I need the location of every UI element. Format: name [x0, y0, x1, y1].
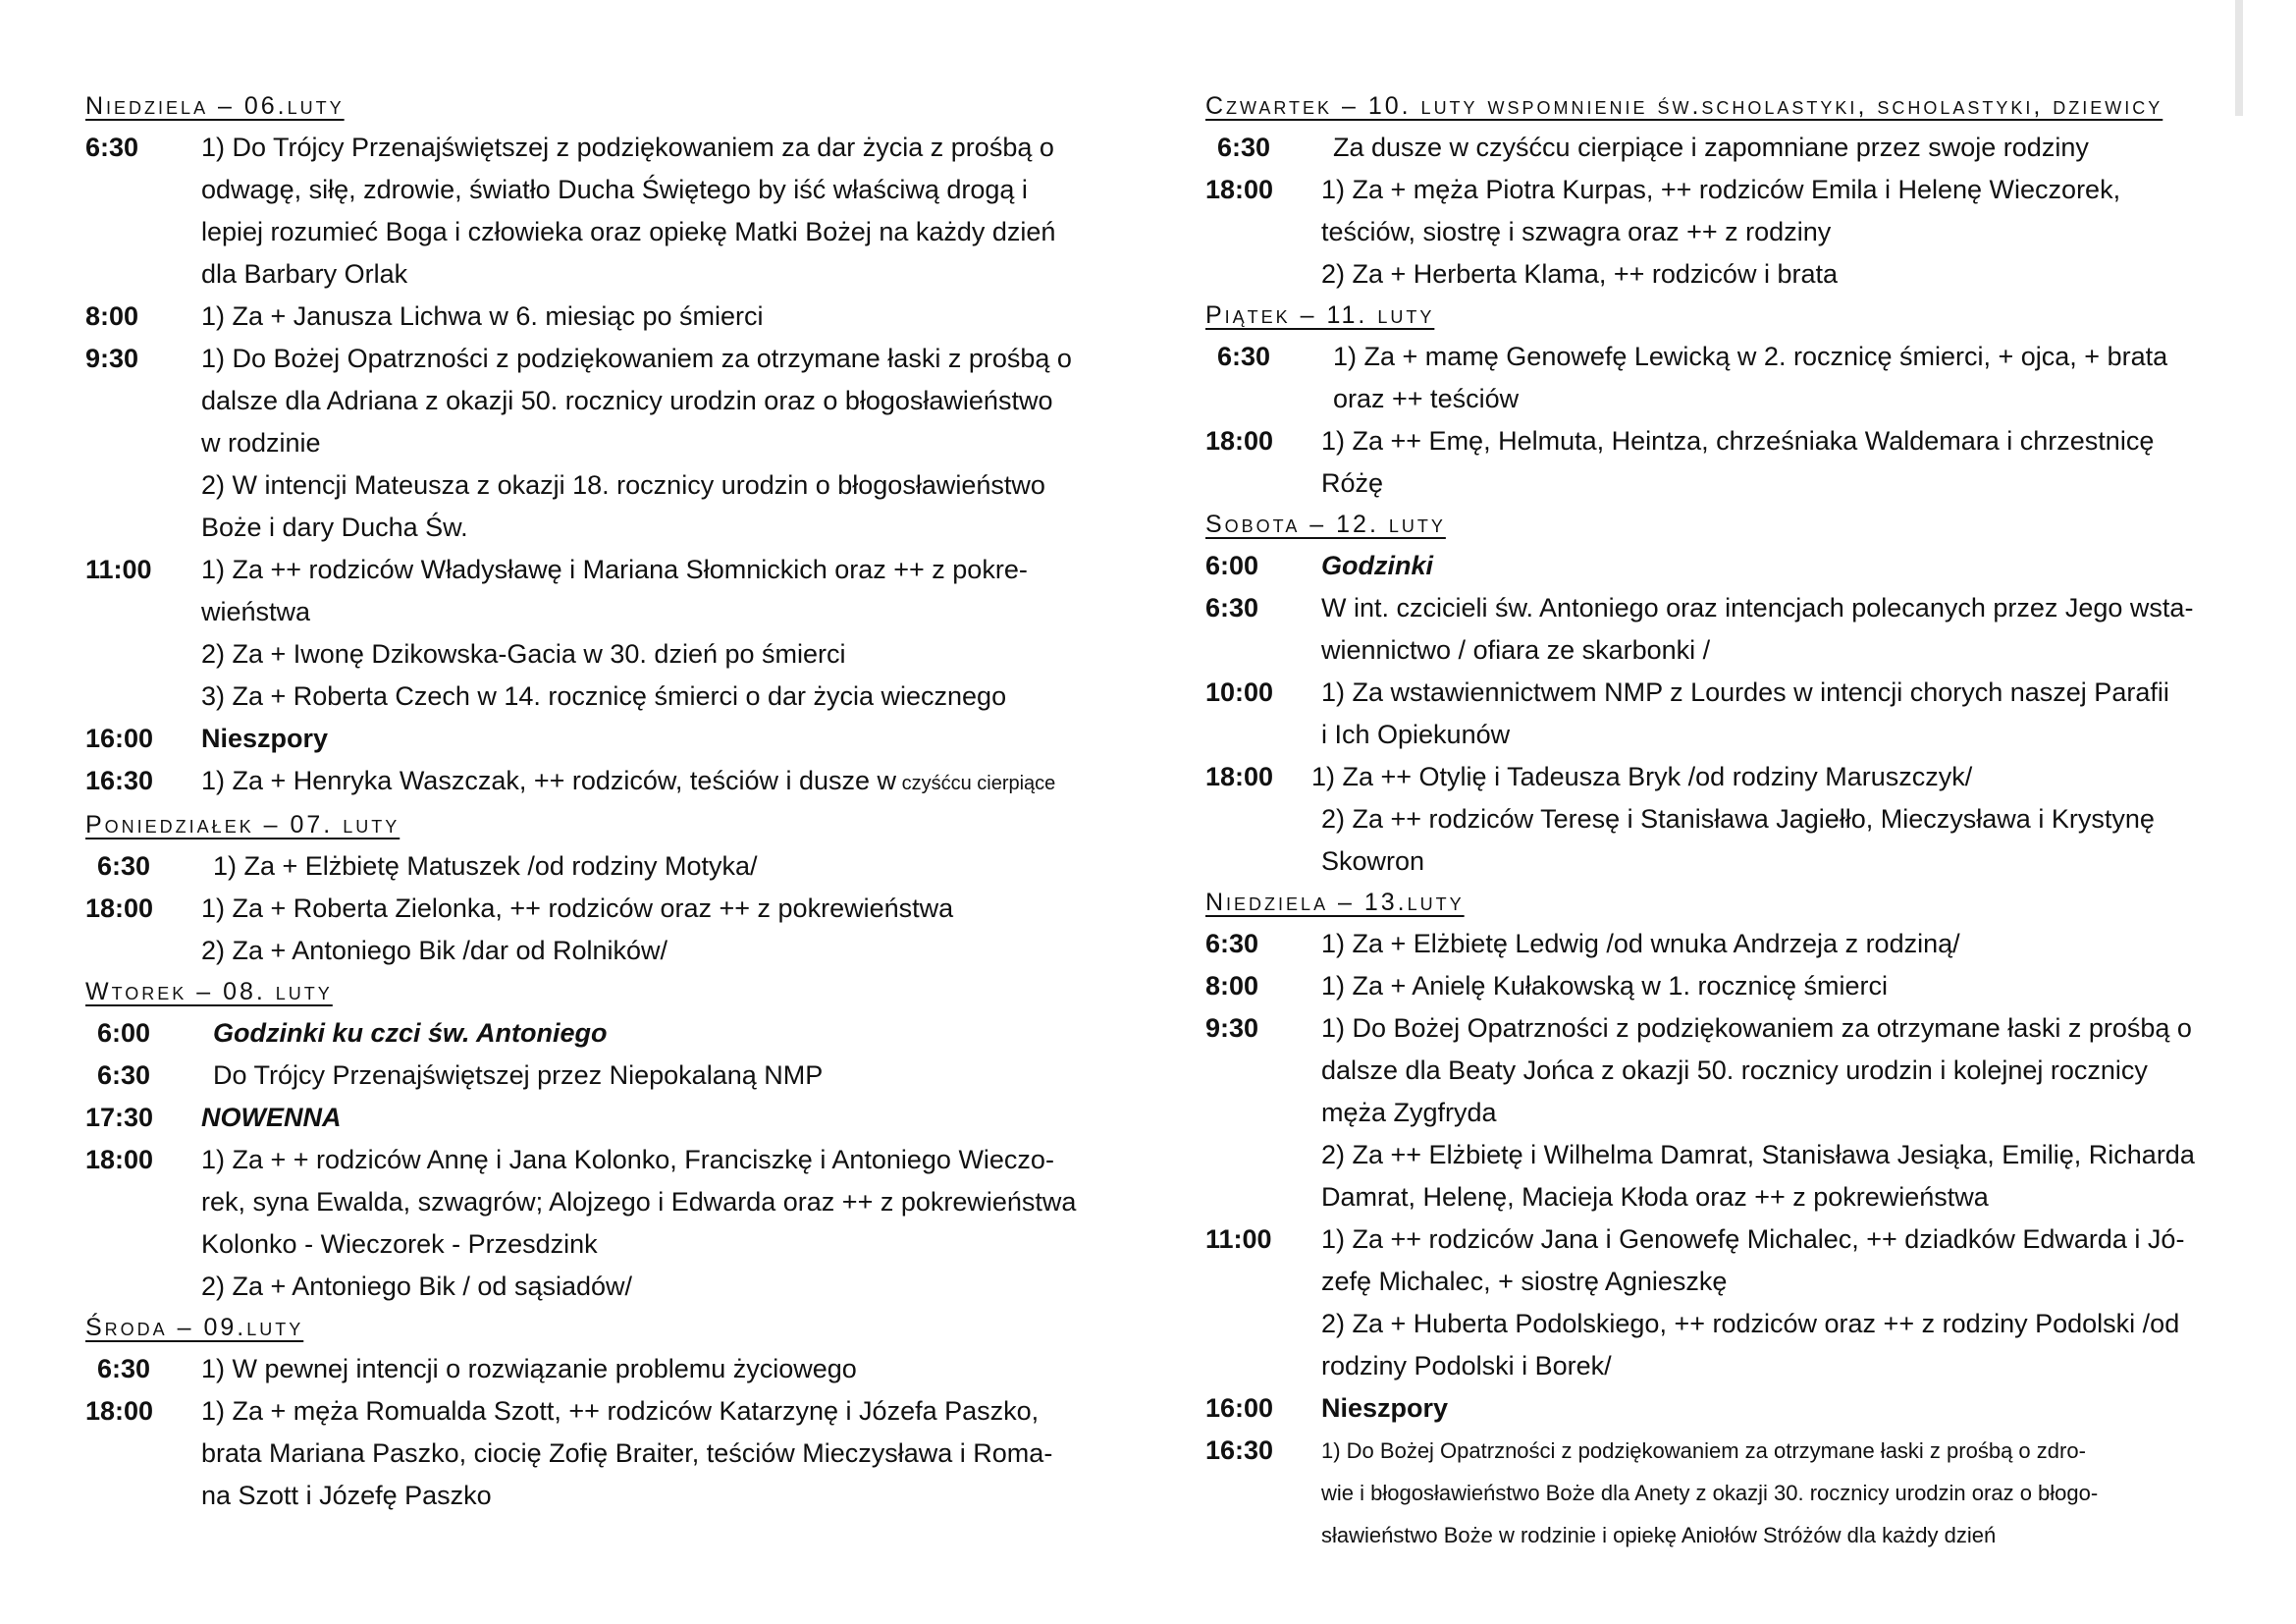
intention-tail: czyśćcu cierpiące — [896, 773, 1056, 794]
mass-entry — [1205, 169, 2236, 296]
intention-line — [1333, 127, 2236, 169]
mass-time: 16:00 — [1205, 1393, 1274, 1423]
mass-time: 8:00 — [1205, 971, 1259, 1001]
intention-text: Nieszpory — [1321, 1393, 1449, 1423]
intention-text: dla Barbary Orlak — [201, 259, 408, 289]
intention-line — [201, 760, 1116, 805]
intention-text: 2) Za + Herberta Klama, ++ rodziców i brata — [1321, 259, 1838, 289]
mass-time: 17:30 — [85, 1103, 154, 1132]
intention-line — [201, 464, 1116, 507]
intention-line — [201, 591, 1116, 633]
mass-intentions — [1321, 169, 2236, 296]
intention-line — [201, 1433, 1116, 1475]
intention-line — [201, 1475, 1116, 1517]
mass-time: 16:30 — [1205, 1435, 1274, 1465]
intention-line — [201, 1223, 1116, 1266]
mass-time: 6:30 — [97, 851, 151, 881]
intention-line — [1333, 336, 2236, 378]
mass-time: 6:30 — [1205, 593, 1259, 623]
intention-line — [1321, 965, 2236, 1007]
scrollbar[interactable] — [2235, 0, 2243, 116]
mass-time: 8:00 — [85, 301, 139, 331]
intention-text: wieństwa — [201, 597, 311, 626]
intention-text: 1) Za ++ rodziców Jana i Genowefę Michalec, ++ dziadków Edwarda i Jó- — [1321, 1224, 2185, 1254]
intention-text: lepiej rozumieć Boga i człowieka oraz opiekę Matki Bożej na każdy dzień — [201, 217, 1056, 246]
mass-entry — [1205, 545, 2236, 587]
intention-line — [1333, 378, 2236, 420]
intention-text: 1) Za + Janusza Lichwa w 6. miesiąc po śmierci — [201, 301, 764, 331]
intention-text: 1) Za + mamę Genowefę Lewicką w 2. rocznicę śmierci, + ojca, + brata — [1333, 342, 2168, 371]
intention-text: w rodzinie — [201, 428, 321, 458]
intention-text: 1) Za ++ Emę, Helmuta, Heintza, chrześniaka Waldemara i chrzestnicę — [1321, 426, 2155, 456]
mass-intentions — [1321, 1218, 2236, 1387]
intention-line — [201, 422, 1116, 464]
mass-entry — [85, 888, 1116, 972]
mass-intentions — [1333, 336, 2236, 420]
intention-line — [1321, 1261, 2236, 1303]
day-header: Sobota – 12. luty — [1205, 511, 1446, 538]
intention-line — [201, 1097, 1116, 1139]
day-header: Niedziela – 06.luty — [85, 92, 345, 120]
mass-entry — [1205, 965, 2236, 1007]
mass-intentions — [201, 888, 1116, 972]
intention-line — [1321, 1345, 2236, 1387]
intention-text: 1) Do Bożej Opatrzności z podziękowaniem za otrzymane łaski z prośbą o — [201, 344, 1072, 373]
intention-text: 1) W pewnej intencji o rozwiązanie problemu życiowego — [201, 1354, 857, 1383]
mass-intentions — [201, 1097, 1116, 1139]
mass-time: 18:00 — [1205, 426, 1274, 456]
intention-text: NOWENNA — [201, 1103, 342, 1132]
mass-time: 18:00 — [85, 1145, 154, 1174]
intention-text: 2) Za ++ rodziców Teresę i Stanisława Jagiełło, Mieczysława i Krystynę — [1321, 804, 2155, 834]
mass-intentions — [1333, 127, 2236, 169]
intention-line — [1321, 1303, 2236, 1345]
intention-line — [201, 169, 1116, 211]
mass-intentions — [201, 338, 1116, 549]
mass-intentions — [201, 127, 1116, 296]
intention-line — [201, 1348, 1116, 1390]
mass-time: 11:00 — [85, 555, 152, 584]
intention-text: odwagę, siłę, zdrowie, światło Ducha Świętego by iść właściwą drogą i — [201, 175, 1028, 204]
intention-line — [201, 296, 1116, 338]
intention-line — [1321, 1430, 2236, 1472]
mass-entry — [1205, 587, 2236, 672]
intention-text: 2) Za + Huberta Podolskiego, ++ rodziców oraz ++ z rodziny Podolski /od — [1321, 1309, 2180, 1338]
intention-line — [201, 253, 1116, 296]
intention-line — [201, 1181, 1116, 1223]
intention-line — [1321, 1007, 2236, 1050]
intention-text: Damrat, Helenę, Macieja Kłoda oraz ++ z pokrewieństwa — [1321, 1182, 1989, 1212]
intention-text: 1) Za + Elżbietę Matuszek /od rodziny Motyka/ — [213, 851, 758, 881]
mass-time: 16:30 — [85, 766, 154, 795]
intention-text: Godzinki ku czci św. Antoniego — [213, 1018, 608, 1048]
mass-time: 9:30 — [1205, 1013, 1259, 1043]
mass-entry — [1205, 420, 2236, 505]
intention-line — [1321, 1514, 2236, 1556]
intention-line — [201, 549, 1116, 591]
intention-line — [213, 1055, 1116, 1097]
mass-intentions — [201, 1348, 1116, 1390]
mass-intentions — [1321, 923, 2236, 965]
mass-time: 18:00 — [85, 893, 154, 923]
intention-line — [1321, 169, 2236, 211]
intention-text: 2) Za + Antoniego Bik / od sąsiadów/ — [201, 1272, 633, 1301]
intention-line — [1321, 462, 2236, 505]
mass-time: 16:00 — [85, 724, 154, 753]
mass-entry — [85, 718, 1116, 760]
mass-entry — [85, 1097, 1116, 1139]
mass-entry — [85, 127, 1116, 296]
intention-line — [1311, 756, 2236, 798]
intention-text: i Ich Opiekunów — [1321, 720, 1511, 749]
intention-text: dalsze dla Adriana z okazji 50. rocznicy urodzin oraz o błogosławieństwo — [201, 386, 1053, 415]
intention-text: 1) Za ++ Otylię i Tadeusza Bryk /od rodziny Maruszczyk/ — [1311, 762, 1973, 791]
mass-time: 6:30 — [1217, 342, 1271, 371]
intention-text: 1) Do Bożej Opatrzności z podziękowaniem za otrzymane łaski z prośbą o — [1321, 1013, 2192, 1043]
intention-text: 1) Za + Anielę Kułakowską w 1. rocznicę śmierci — [1321, 971, 1888, 1001]
mass-intentions — [1321, 1387, 2236, 1430]
intention-text: Nieszpory — [201, 724, 329, 753]
mass-entry — [85, 1348, 1116, 1390]
intention-text: wiennictwo / ofiara ze skarbonki / — [1321, 635, 1711, 665]
mass-time: 6:00 — [97, 1018, 151, 1048]
mass-entry — [1205, 923, 2236, 965]
intention-text: sławieństwo Boże w rodzinie i opiekę Aniołów Stróżów dla każdy dzień — [1321, 1523, 1997, 1547]
mass-entry — [1205, 336, 2236, 420]
intention-line — [201, 338, 1116, 380]
mass-intentions — [1321, 587, 2236, 672]
intention-text: 1) Za wstawiennictwem NMP z Lourdes w intencji chorych naszej Parafii — [1321, 677, 2169, 707]
intention-line — [1321, 211, 2236, 253]
intention-line — [1321, 253, 2236, 296]
intention-text: 2) Za + Iwonę Dzikowska-Gacia w 30. dzień po śmierci — [201, 639, 846, 669]
day-header: Piątek – 11. luty — [1205, 301, 1435, 329]
mass-time: 18:00 — [1205, 175, 1274, 204]
intention-text: rodziny Podolski i Borek/ — [1321, 1351, 1612, 1380]
intention-line — [1321, 714, 2236, 756]
mass-entry — [1205, 672, 2236, 756]
intention-text: 1) Za + Elżbietę Ledwig /od wnuka Andrzeja z rodziną/ — [1321, 929, 1960, 958]
left-column — [85, 86, 1116, 1517]
mass-intentions — [201, 296, 1116, 338]
day-header: Wtorek – 08. luty — [85, 978, 333, 1005]
right-column — [1205, 86, 2236, 1556]
day-header: Niedziela – 13.luty — [1205, 889, 1465, 916]
intention-line — [1321, 1387, 2236, 1430]
intention-text: 1) Za + + rodziców Annę i Jana Kolonko, Franciszkę i Antoniego Wieczo- — [201, 1145, 1054, 1174]
intention-line — [201, 1139, 1116, 1181]
intention-line — [1321, 1134, 2236, 1176]
day-header: Środa – 09.luty — [85, 1314, 304, 1341]
mass-intentions — [1311, 756, 2236, 883]
mass-intentions — [201, 760, 1116, 805]
intention-text: Różę — [1321, 468, 1384, 498]
intention-text: dalsze dla Beaty Jońca z okazji 50. rocznicy urodzin i kolejnej rocznicy — [1321, 1056, 2148, 1085]
mass-entry — [85, 549, 1116, 718]
intention-text: rek, syna Ewalda, szwagrów; Alojzego i Edwarda oraz ++ z pokrewieństwa — [201, 1187, 1077, 1217]
mass-entry — [1205, 1430, 2236, 1556]
mass-intentions — [213, 845, 1116, 888]
intention-text: wie i błogosławieństwo Boże dla Anety z okazji 30. rocznicy urodzin oraz o błogo- — [1321, 1481, 2099, 1505]
intention-text: na Szott i Józefę Paszko — [201, 1481, 492, 1510]
mass-intentions — [201, 1139, 1116, 1308]
mass-time: 6:30 — [1205, 929, 1259, 958]
mass-intentions — [1321, 1007, 2236, 1218]
mass-time: 18:00 — [1205, 762, 1274, 791]
mass-entry — [85, 845, 1116, 888]
mass-intentions — [213, 1055, 1116, 1097]
intention-text: 1) Za + męża Romualda Szott, ++ rodziców Katarzynę i Józefa Paszko, — [201, 1396, 1040, 1426]
intention-text: Kolonko - Wieczorek - Przesdzink — [201, 1229, 598, 1259]
mass-entry — [1205, 127, 2236, 169]
intention-line — [201, 676, 1116, 718]
intention-text: 1) Za + Henryka Waszczak, ++ rodziców, teściów i dusze w — [201, 766, 897, 795]
mass-time: 6:30 — [85, 133, 139, 162]
mass-intentions — [1321, 420, 2236, 505]
intention-line — [201, 211, 1116, 253]
intention-line — [1321, 1050, 2236, 1092]
intention-text: 1) Za + Roberta Zielonka, ++ rodziców oraz ++ z pokrewieństwa — [201, 893, 954, 923]
mass-time: 6:30 — [1217, 133, 1271, 162]
intention-line — [1321, 1218, 2236, 1261]
mass-entry — [85, 338, 1116, 549]
mass-intentions — [1321, 545, 2236, 587]
intention-line — [1321, 672, 2236, 714]
intention-line — [201, 380, 1116, 422]
mass-intentions — [201, 718, 1116, 760]
mass-intentions — [201, 549, 1116, 718]
intention-line — [1321, 1176, 2236, 1218]
intention-line — [213, 1012, 1116, 1055]
intention-text: Za dusze w czyśćcu cierpiące i zapomniane przez swoje rodziny — [1333, 133, 2089, 162]
intention-text: 1) Za + męża Piotra Kurpas, ++ rodziców Emila i Helenę Wieczorek, — [1321, 175, 2121, 204]
mass-entry — [1205, 1218, 2236, 1387]
mass-entry — [85, 1055, 1116, 1097]
intention-text: 2) Za + Antoniego Bik /dar od Rolników/ — [201, 936, 668, 965]
intention-line — [201, 718, 1116, 760]
mass-entry — [85, 1390, 1116, 1517]
intention-line — [201, 1266, 1116, 1308]
intention-line — [201, 127, 1116, 169]
intention-text: 3) Za + Roberta Czech w 14. rocznicę śmierci o dar życia wiecznego — [201, 681, 1007, 711]
intention-line — [201, 507, 1116, 549]
intention-line — [1321, 1092, 2236, 1134]
mass-entry — [85, 760, 1116, 805]
intention-line — [1321, 629, 2236, 672]
mass-entry — [1205, 1007, 2236, 1218]
intention-text: zefę Michalec, + siostrę Agnieszkę — [1321, 1267, 1728, 1296]
intention-line — [1321, 587, 2236, 629]
intention-text: teściów, siostrę i szwagra oraz ++ z rodziny — [1321, 217, 1832, 246]
intention-text: Godzinki — [1321, 551, 1433, 580]
intention-text: 1) Do Trójcy Przenajświętszej z podziękowaniem za dar życia z prośbą o — [201, 133, 1054, 162]
intention-line — [1321, 420, 2236, 462]
intention-text: 1) Za ++ rodziców Władysławę i Mariana Słomnickich oraz ++ z pokre- — [201, 555, 1028, 584]
intention-line — [201, 888, 1116, 930]
mass-intentions — [1321, 965, 2236, 1007]
day-header: Czwartek – 10. luty wspomnienie św.scholastyki, scholastyki, dziewicy — [1205, 92, 2163, 120]
day-header: Poniedziałek – 07. luty — [85, 811, 400, 839]
intention-text: Skowron — [1321, 846, 1425, 876]
mass-time: 6:30 — [97, 1060, 151, 1090]
intention-text: 2) W intencji Mateusza z okazji 18. rocznicy urodzin o błogosławieństwo — [201, 470, 1045, 500]
intention-line — [201, 930, 1116, 972]
mass-intentions — [1321, 672, 2236, 756]
intention-line — [201, 1390, 1116, 1433]
mass-entry — [85, 1139, 1116, 1308]
intention-text: Do Trójcy Przenajświętszej przez Niepokalaną NMP — [213, 1060, 824, 1090]
intention-line — [1321, 840, 2236, 883]
mass-time: 9:30 — [85, 344, 139, 373]
intention-line — [1321, 1472, 2236, 1514]
intention-line — [213, 845, 1116, 888]
mass-entry — [85, 296, 1116, 338]
intention-text: męża Zygfryda — [1321, 1098, 1497, 1127]
intention-text: Boże i dary Ducha Św. — [201, 513, 468, 542]
mass-entry — [1205, 756, 2236, 883]
intention-line — [1321, 545, 2236, 587]
intention-line — [201, 633, 1116, 676]
intention-text: brata Mariana Paszko, ciocię Zofię Braiter, teściów Mieczysława i Roma- — [201, 1438, 1053, 1468]
mass-time: 18:00 — [85, 1396, 154, 1426]
intention-text: 1) Do Bożej Opatrzności z podziękowaniem za otrzymane łaski z prośbą o zdro- — [1321, 1438, 2086, 1463]
mass-intentions — [201, 1390, 1116, 1517]
mass-intentions — [213, 1012, 1116, 1055]
mass-time: 6:00 — [1205, 551, 1259, 580]
mass-intentions — [1321, 1430, 2236, 1556]
mass-entry — [1205, 1387, 2236, 1430]
mass-time: 11:00 — [1205, 1224, 1272, 1254]
intention-line — [1321, 923, 2236, 965]
mass-time: 10:00 — [1205, 677, 1274, 707]
intention-text: 2) Za ++ Elżbietę i Wilhelma Damrat, Stanisława Jesiąka, Emilię, Richarda — [1321, 1140, 2195, 1169]
intention-text: W int. czcicieli św. Antoniego oraz intencjach polecanych przez Jego wsta- — [1321, 593, 2194, 623]
intention-text: oraz ++ teściów — [1333, 384, 1520, 413]
intention-line — [1321, 798, 2236, 840]
mass-entry — [85, 1012, 1116, 1055]
mass-time: 6:30 — [97, 1354, 151, 1383]
